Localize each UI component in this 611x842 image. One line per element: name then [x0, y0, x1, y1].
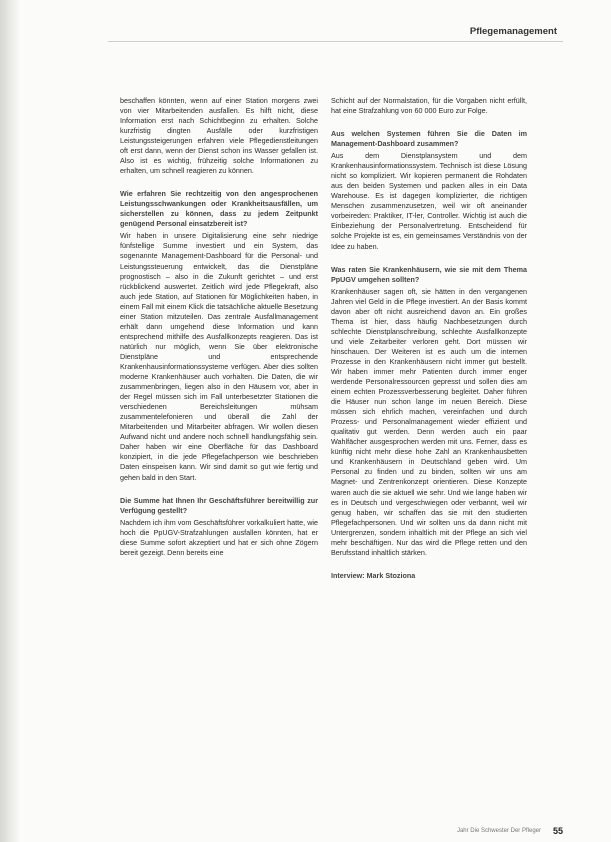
paragraph: Nachdem ich ihm vom Geschäftsführer vorkalkuliert hatte, wie hoch die PpUGV-Strafzahlungen ausfallen könnten, hat er diese Summe sofort akzeptiert und hat er sich ohne Zögern bereit gezeigt. Denn bereits eine — [120, 517, 318, 557]
paragraph: beschaffen könnten, wenn auf einer Station morgens zwei von vier Mitarbeitenden ausfallen. Es hilft nicht, diese Information erst nach Schichtbeginn zu erhalten. Solche kurzfristig dingten Ausfälle oder kurzfristigen Leistungssteigerungen erfahren viele Pflegedienstleitungen oft erst dann, wenn der Dienst schon ins Wasser gefallen ist. Also ist es wichtig, frühzeitig solche Informationen zu erhalten, um schnell reagieren zu können. — [120, 96, 318, 176]
page-footer — [420, 826, 563, 838]
paragraph: Krankenhäuser sagen oft, sie hätten in den vergangenen Jahren viel Geld in die Pflege investiert. An der Basis kommt davon aber oft nicht ausreichend davon an. Ein großes Thema ist hier, dass häufig Nachbesetzungen durch schlechte Dienstplanschreibung, schlechte Ausfallkonzepte und viele Zeitarbeiter verloren geht. Dort müssen wir hinschauen. Der Weiteren ist es auch um die internen Prozesse in den Krankenhäusern nicht immer gut bestellt. Wir haben immer mehr Patienten durch immer enger werdende Personalressourcen gepresst und sollen dies am einem echten Prozessverbesserung begleitet. Daher führen die Häuser nun schon lange im neuen Bereich. Diese müssen sich ehrlich machen, vereinfachen und durch Prozess- und Personalmanagement wieder effizient und qualitativ gut werden. Denn werden auch ein paar Wahlfächer ausgesprochen werden mit uns. Ferner, dass es künftig nicht mehr diese hohe Zahl an Krankenhausbetten und Krankenhäusern in Deutschland geben wird. Um Personal zu finden und zu binden, sollten wir uns am Magnet- und Zentrenkonzept orientieren. Diese Konzepte waren auch die sie aktuell wie sehr. Und wie lange haben wir es in Deutsch und vergeschwiegen oder verbannt, weil wir genug haben, wir schaffen das sie mit den studierten Pflegefachpersonen. Und wir sollten uns da dann nicht mit Untergrenzen, sondern inhaltlich mit der Pflege an sich viel mehr beschäftigen. Nur das wird die Pflege retten und den Berufsstand inhaltlich stärken. — [331, 286, 527, 557]
interview-question: Wie erfahren Sie rechtzeitig von den angesprochenen Leistungsschwankungen oder Krankheitsausfällen, um sicherstellen zu können, dass zu jedem Zeitpunkt genügend Personal einsatzbereit ist? — [120, 189, 318, 229]
section-title: Pflegemanagement — [469, 26, 557, 37]
page-number: 55 — [552, 826, 563, 836]
right-column — [331, 96, 527, 581]
header-rule — [108, 41, 563, 42]
running-header — [108, 24, 563, 42]
interview-question: Die Summe hat Ihnen Ihr Geschäftsführer bereitwillig zur Verfügung gestellt? — [120, 495, 318, 515]
left-column — [120, 96, 318, 558]
interview-question: Aus welchen Systemen führen Sie die Daten im Management-Dashboard zusammen? — [331, 129, 527, 149]
publication-name: Jahr Die Schwester Der Pfleger — [456, 828, 541, 834]
paragraph: Wir haben in unsere Digitalisierung eine sehr niedrige fünfstellige Summe investiert und ein System, das sogenannte Management-Dashboard für die Personal- und Leistungssteuerung entwickelt, das die Dienstpläne prognostisch – also in die Zukunft gerichtet – und erst rückblickend auswertet. Zeitlich wird jede Pflegekraft, also auch jede Station, auf Stationen für Möglichkeiten haben, in einem Fall mit einem Klick die tatsächliche aktuelle Besetzung einer Station mitzuteilen. Das zentrale Ausfallmanagement erhält dann umgehend diese Information und kann entsprechend mithilfe des Ausfallkonzepts reagieren. Das ist natürlich nur möglich, wenn Sie über elektronische Dienstpläne und entsprechende Krankenhausinformationssysteme verfügen. Aber dies sollten moderne Krankenhäuser auch vorhalten. Die Daten, die wir zusammenbringen, liegen also in den Häusern vor, aber in der Regel müssen sich im Fall unterbesetzter Stationen die verschiedenen Bereichsleitungen mühsam zusammentelefonieren und überall die Zahl der Mitarbeitenden und Mitarbeiter abfragen. Wir wollen diesen Aufwand nicht und andere noch schnell handlungsfähig sein. Daher haben wir eine Oberfläche für das Dashboard konzipiert, in die jede Pflegefachperson wie beschrieben Daten einspeisen kann. Wir sind damit so gut wie fertig und gehen bald in den Start. — [120, 231, 318, 482]
paragraph: Aus dem Dienstplansystem und dem Krankenhausinformationssystem. Technisch ist diese Lösung nicht so kompliziert. Wir kopieren permanent die Rohdaten aus den beiden Systemen und packen alles in ein Data Warehouse. Es ist dagegen komplizierter, die richtigen Menschen zusammenzusetzen, weil wir oft aneinander vorbeireden: Praktiker, IT-ler, Controller. Wichtig ist auch die Einbeziehung der Personalvertretung. Entscheidend für solche Projekte ist es, ein gemeinsames Verständnis von der Idee zu haben. — [331, 151, 527, 251]
paragraph: Schicht auf der Normalstation, für die Vorgaben nicht erfüllt, hat eine Strafzahlung von 60 000 Euro zur Folge. — [331, 96, 527, 116]
interview-byline: Interview: Mark Stoziona — [331, 570, 416, 580]
page-gutter-shadow — [0, 0, 20, 842]
interview-question: Was raten Sie Krankenhäusern, wie sie mit dem Thema PpUGV umgehen sollten? — [331, 264, 527, 284]
